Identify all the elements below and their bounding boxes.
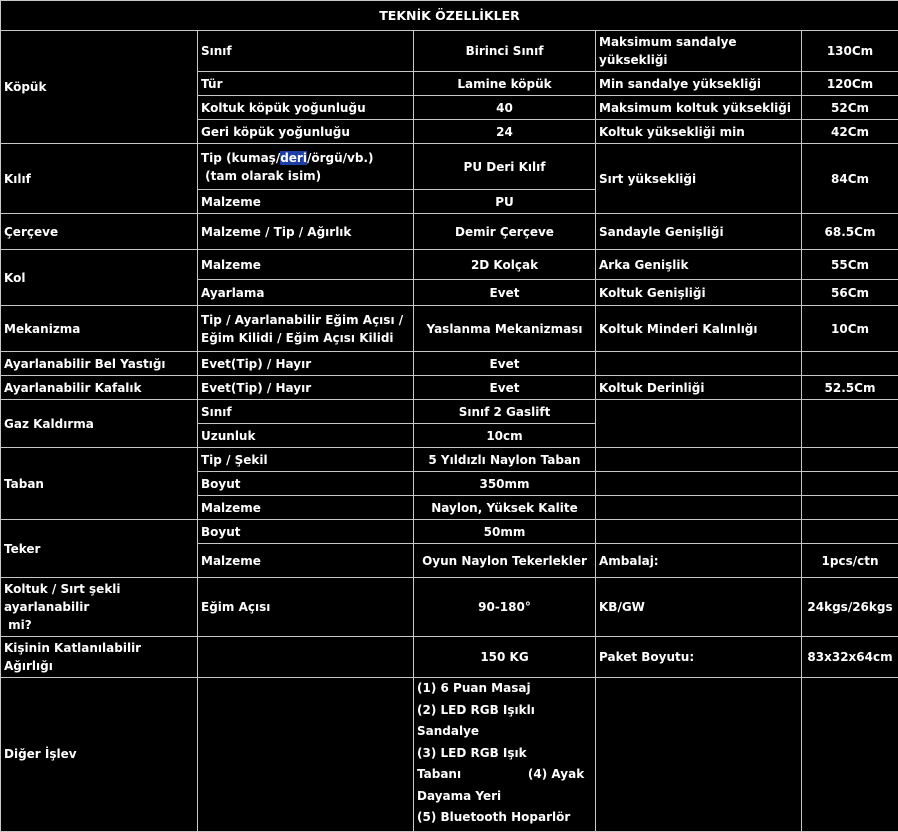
attribute-line: Eğim Kilidi / Eğim Açısı Kilidi xyxy=(201,329,410,347)
dimension-value-cell: 56Cm xyxy=(802,280,898,306)
value-cell: Demir Çerçeve xyxy=(414,214,596,250)
table-row xyxy=(1,144,898,190)
dimension-label-cell: Koltuk Genişliği xyxy=(596,280,802,306)
category-cell: Mekanizma xyxy=(1,306,198,352)
table-row xyxy=(1,1,898,31)
dimension-label-cell xyxy=(596,400,802,448)
attribute-cell xyxy=(198,678,414,832)
value-cell: Birinci Sınıf xyxy=(414,31,596,72)
value-cell: 10cm xyxy=(414,424,596,448)
attribute-cell: Tür xyxy=(198,72,414,96)
feature-line: Tabanı (4) Ayak xyxy=(417,764,592,786)
table-row xyxy=(1,678,898,832)
value-cell: Evet xyxy=(414,280,596,306)
value-cell: Lamine köpük xyxy=(414,72,596,96)
category-cell: Teker xyxy=(1,520,198,578)
table-row xyxy=(1,637,898,678)
category-cell: Köpük xyxy=(1,31,198,144)
dimension-value-cell: 83x32x64cm xyxy=(802,637,898,678)
value-cell: 90-180° xyxy=(414,578,596,637)
value-cell: 24 xyxy=(414,120,596,144)
table-row xyxy=(1,250,898,280)
dimension-value-cell: 120Cm xyxy=(802,72,898,96)
category-cell: Diğer İşlev xyxy=(1,678,198,832)
dimension-label-cell: Paket Boyutu: xyxy=(596,637,802,678)
value-cell: Evet xyxy=(414,352,596,376)
table-row xyxy=(1,448,898,472)
value-cell: Oyun Naylon Tekerlekler xyxy=(414,544,596,578)
dimension-value-cell: 1pcs/ctn xyxy=(802,544,898,578)
dimension-value-cell xyxy=(802,352,898,376)
value-cell: 50mm xyxy=(414,520,596,544)
dimension-label-cell: Sandayle Genişliği xyxy=(596,214,802,250)
dimension-value-cell: 10Cm xyxy=(802,306,898,352)
attribute-cell: Ayarlama xyxy=(198,280,414,306)
dimension-label-cell: Min sandalye yüksekliği xyxy=(596,72,802,96)
dimension-value-cell: 68.5Cm xyxy=(802,214,898,250)
dimension-label-cell: Koltuk Derinliği xyxy=(596,376,802,400)
dimension-value-cell xyxy=(802,678,898,832)
dimension-label-cell: Koltuk yüksekliği min xyxy=(596,120,802,144)
value-cell: 5 Yıldızlı Naylon Taban xyxy=(414,448,596,472)
attribute-cell: Uzunluk xyxy=(198,424,414,448)
attribute-cell xyxy=(198,144,414,190)
attribute-text: /örgü/vb.) xyxy=(307,151,374,165)
dimension-label-cell: Koltuk Minderi Kalınlığı xyxy=(596,306,802,352)
dimension-label-cell xyxy=(596,472,802,496)
attribute-cell: Koltuk köpük yoğunluğu xyxy=(198,96,414,120)
value-cell: Evet xyxy=(414,376,596,400)
attribute-cell: Tip / Şekil xyxy=(198,448,414,472)
attribute-cell xyxy=(198,306,414,352)
dimension-label-cell: Maksimum sandalye yüksekliği xyxy=(596,31,802,72)
dimension-value-cell: 52Cm xyxy=(802,96,898,120)
dimension-label-cell xyxy=(596,352,802,376)
attribute-cell: Sınıf xyxy=(198,400,414,424)
dimension-value-cell: 24kgs/26kgs xyxy=(802,578,898,637)
category-cell: Ayarlanabilir Bel Yastığı xyxy=(1,352,198,376)
attribute-cell: Geri köpük yoğunluğu xyxy=(198,120,414,144)
attribute-cell: Malzeme / Tip / Ağırlık xyxy=(198,214,414,250)
dimension-value-cell xyxy=(802,472,898,496)
table-row xyxy=(1,400,898,424)
attribute-cell: Malzeme xyxy=(198,544,414,578)
dimension-value-cell xyxy=(802,496,898,520)
dimension-label-cell: Sırt yüksekliği xyxy=(596,144,802,214)
category-cell: Gaz Kaldırma xyxy=(1,400,198,448)
value-cell: Naylon, Yüksek Kalite xyxy=(414,496,596,520)
feature-line: Dayama Yeri xyxy=(417,786,592,808)
category-cell: Ayarlanabilir Kafalık xyxy=(1,376,198,400)
value-cell: PU xyxy=(414,190,596,214)
attribute-line xyxy=(201,149,410,167)
feature-line: (3) LED RGB Işık xyxy=(417,743,592,765)
feature-line: (5) Bluetooth Hoparlör xyxy=(417,807,592,829)
dimension-value-cell xyxy=(802,400,898,448)
dimension-label-cell: Maksimum koltuk yüksekliği xyxy=(596,96,802,120)
category-line: mi? xyxy=(4,616,194,634)
dimension-label-cell xyxy=(596,678,802,832)
features-cell xyxy=(414,678,596,832)
table-row xyxy=(1,578,898,637)
dimension-value-cell: 130Cm xyxy=(802,31,898,72)
category-cell: Taban xyxy=(1,448,198,520)
value-cell: 150 KG xyxy=(414,637,596,678)
category-cell xyxy=(1,578,198,637)
dimension-label-cell xyxy=(596,448,802,472)
dimension-label-cell: KB/GW xyxy=(596,578,802,637)
value-cell: 40 xyxy=(414,96,596,120)
category-cell: Kılıf xyxy=(1,144,198,214)
attribute-line: (tam olarak isim) xyxy=(201,167,410,185)
attribute-cell: Sınıf xyxy=(198,31,414,72)
attribute-cell: Malzeme xyxy=(198,250,414,280)
dimension-label-cell: Arka Genişlik xyxy=(596,250,802,280)
category-cell: Kişinin Katlanılabilir Ağırlığı xyxy=(1,637,198,678)
table-row xyxy=(1,306,898,352)
attribute-cell: Boyut xyxy=(198,520,414,544)
attribute-cell xyxy=(198,637,414,678)
selected-text[interactable]: deri xyxy=(280,151,307,165)
dimension-value-cell: 42Cm xyxy=(802,120,898,144)
dimension-label-cell: Ambalaj: xyxy=(596,544,802,578)
category-cell: Kol xyxy=(1,250,198,306)
category-line: Koltuk / Sırt şekli ayarlanabilir xyxy=(4,580,194,616)
table-row xyxy=(1,31,898,72)
attribute-cell: Malzeme xyxy=(198,190,414,214)
dimension-value-cell: 55Cm xyxy=(802,250,898,280)
attribute-cell: Eğim Açısı xyxy=(198,578,414,637)
attribute-cell: Boyut xyxy=(198,472,414,496)
dimension-value-cell: 84Cm xyxy=(802,144,898,214)
table-row xyxy=(1,352,898,376)
attribute-line: Tip / Ayarlanabilir Eğim Açısı / xyxy=(201,311,410,329)
table-row xyxy=(1,520,898,544)
dimension-value-cell xyxy=(802,448,898,472)
dimension-value-cell: 52.5Cm xyxy=(802,376,898,400)
dimension-value-cell xyxy=(802,520,898,544)
attribute-cell: Malzeme xyxy=(198,496,414,520)
table-row xyxy=(1,376,898,400)
attribute-text: Tip (kumaş/ xyxy=(201,151,280,165)
value-cell: 350mm xyxy=(414,472,596,496)
attribute-cell: Evet(Tip) / Hayır xyxy=(198,352,414,376)
value-cell: Yaslanma Mekanizması xyxy=(414,306,596,352)
table-row xyxy=(1,214,898,250)
value-cell: PU Deri Kılıf xyxy=(414,144,596,190)
attribute-cell: Evet(Tip) / Hayır xyxy=(198,376,414,400)
feature-line: (2) LED RGB Işıklı Sandalye xyxy=(417,700,592,743)
dimension-label-cell xyxy=(596,520,802,544)
table-title: TEKNİK ÖZELLİKLER xyxy=(1,1,898,31)
dimension-label-cell xyxy=(596,496,802,520)
value-cell: Sınıf 2 Gaslift xyxy=(414,400,596,424)
feature-line: (1) 6 Puan Masaj xyxy=(417,678,592,700)
category-cell: Çerçeve xyxy=(1,214,198,250)
value-cell: 2D Kolçak xyxy=(414,250,596,280)
